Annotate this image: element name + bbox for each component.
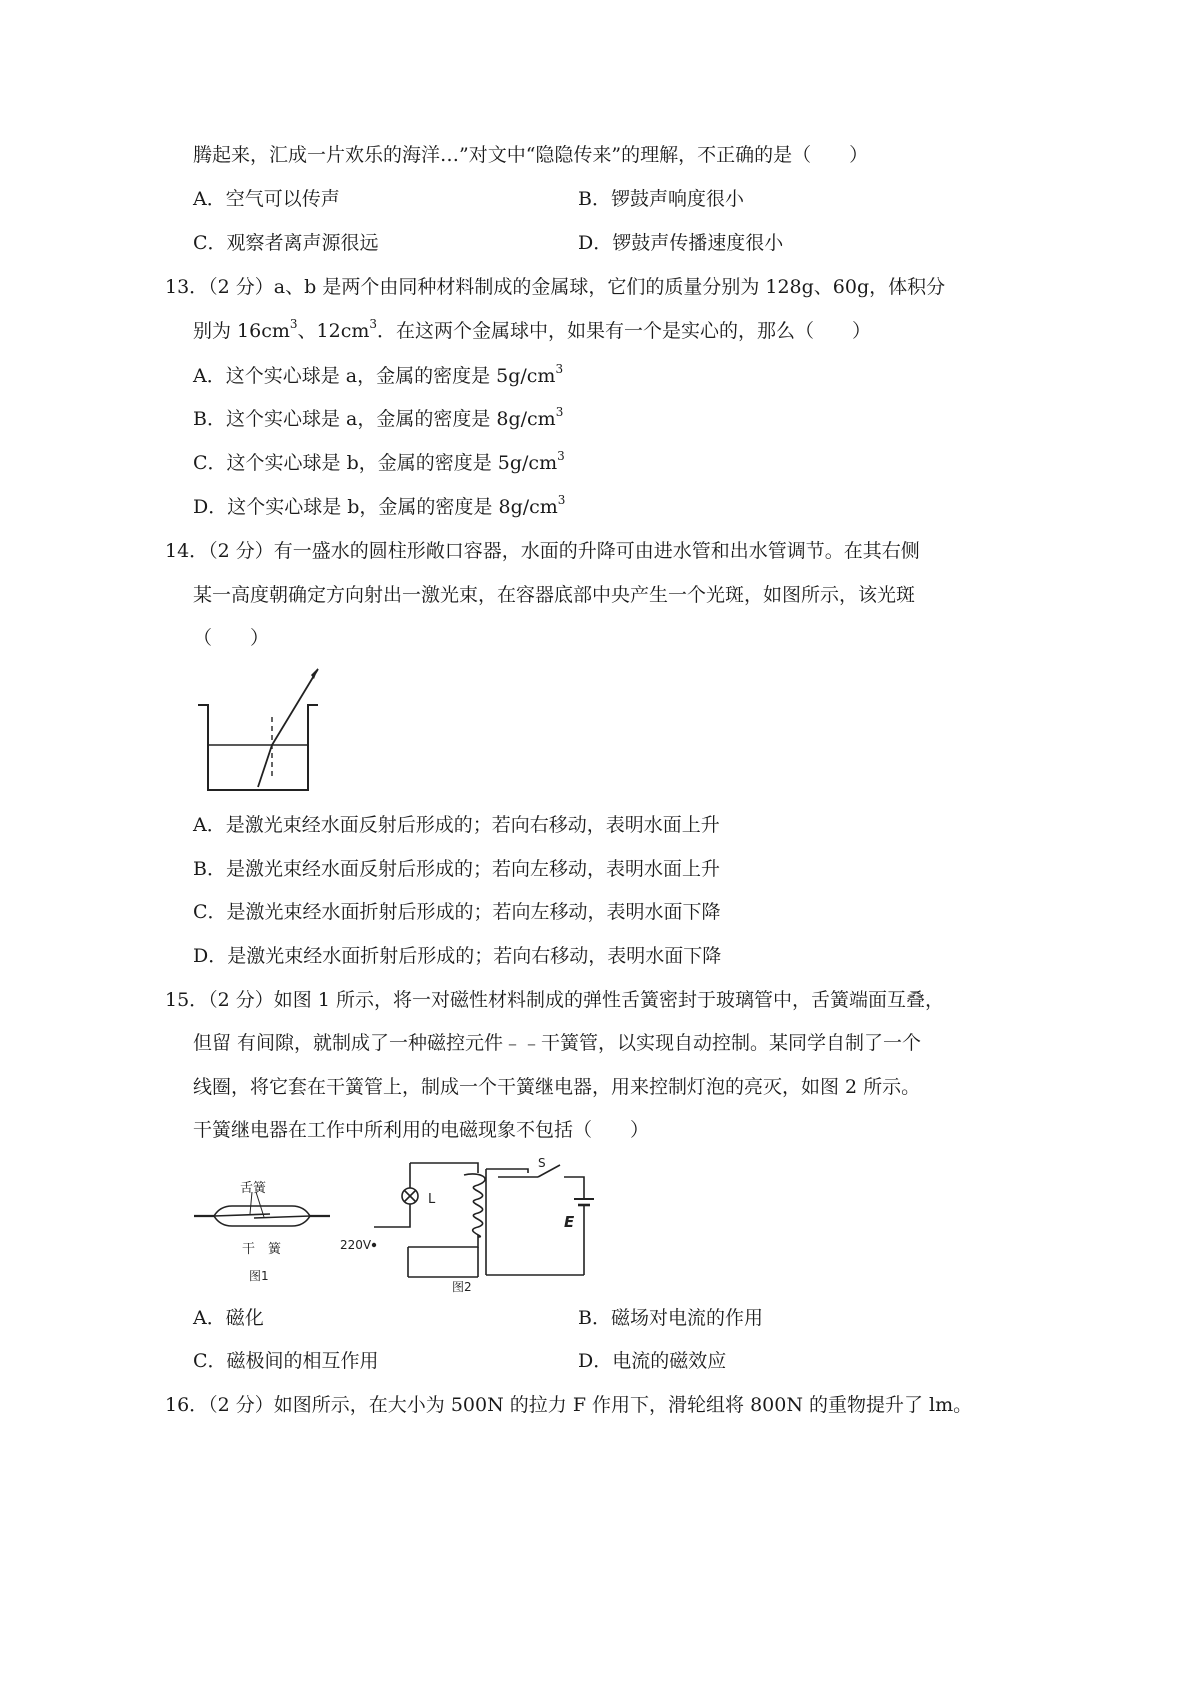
q15-stem-line-2: 但留 有间隙，就制成了一种磁控元件﹣﹣干簧管，以实现自动控制。某同学自制了一个 — [193, 1032, 922, 1054]
q15-option-a: A．磁化 — [193, 1307, 264, 1329]
q15-option-d: D．电流的磁效应 — [578, 1350, 727, 1372]
q15-stem-line-4: 干簧继电器在工作中所利用的电磁现象不包括（ ） — [193, 1119, 650, 1141]
q15-fig1-label-reed: 舌簧 — [240, 1181, 267, 1196]
q13-stem-line-1: 13．（2 分）a、b 是两个由同种材料制成的金属球，它们的质量分别为 128g、60g，体积分 — [165, 276, 946, 298]
q16-stem-line-1: 16．（2 分）如图所示，在大小为 500N 的拉力 F 作用下，滑轮组将 800N 的重物提升了 lm。 — [165, 1394, 973, 1416]
q15-fig1-label-dry: 干 簧 — [242, 1242, 282, 1257]
q12-option-a: A．空气可以传声 — [193, 188, 340, 210]
q13-option-c-text: C．这个实心球是 b，金属的密度是 5g/cm — [193, 452, 558, 474]
q13-option-a-text: A．这个实心球是 a，金属的密度是 5g/cm — [193, 365, 556, 387]
q13-option-b-text: B．这个实心球是 a，金属的密度是 8g/cm — [193, 408, 556, 430]
q13-volume-a-exponent: 3 — [289, 317, 298, 331]
q13-option-d-exponent: 3 — [557, 493, 566, 507]
q14-stem-line-1: 14．（2 分）有一盛水的圆柱形敞口容器，水面的升降可由进水管和出水管调节。在其右侧 — [165, 540, 920, 562]
q15-fig2-caption: 图2 — [452, 1280, 472, 1294]
q14-stem-line-2: 某一高度朝确定方向射出一激光束，在容器底部中央产生一个光斑，如图所示，该光斑 — [193, 584, 916, 606]
q14-option-c: C．是激光束经水面折射后形成的；若向左移动，表明水面下降 — [193, 901, 721, 923]
q13-volume-b: 、12cm — [297, 320, 370, 342]
q15-stem-line-1: 15．（2 分）如图 1 所示，将一对磁性材料制成的弹性舌簧密封于玻璃管中，舌簧端面互叠， — [165, 989, 944, 1011]
q12-option-b: B．锣鼓声响度很小 — [578, 188, 744, 210]
q15-option-c: C．磁极间的相互作用 — [193, 1350, 379, 1372]
q14-option-b: B．是激光束经水面反射后形成的；若向左移动，表明水面上升 — [193, 858, 720, 880]
q12-option-c: C．观察者离声源很远 — [193, 232, 379, 254]
q12-option-d: D．锣鼓声传播速度很小 — [578, 232, 784, 254]
q13-option-b — [193, 406, 563, 432]
q13-option-b-exponent: 3 — [555, 405, 564, 419]
q15-figure-1-reed-switch — [192, 1170, 332, 1290]
q13-stem-line-2 — [193, 318, 871, 344]
q15-stem-line-3: 线圈，将它套在干簧管上，制成一个干簧继电器，用来控制灯泡的亮灭，如图 2 所示。 — [193, 1076, 921, 1098]
q13-stem-rest: ．在这两个金属球中，如果有一个是实心的，那么（ ） — [377, 320, 872, 342]
q15-fig2-lamp-label: L — [428, 1192, 436, 1207]
q15-fig2-voltage-label: 220V — [340, 1238, 372, 1252]
q13-option-d-text: D．这个实心球是 b，金属的密度是 8g/cm — [193, 496, 558, 518]
q13-volume-a: 别为 16cm — [193, 320, 290, 342]
q15-fig2-battery-label: E — [564, 1213, 575, 1231]
q13-option-d — [193, 494, 565, 520]
q14-stem-line-3: （ ） — [193, 627, 270, 649]
q13-option-a-exponent: 3 — [555, 362, 564, 376]
q15-option-b: B．磁场对电流的作用 — [578, 1307, 763, 1329]
q13-option-c-exponent: 3 — [557, 449, 565, 463]
q13-volume-b-exponent: 3 — [369, 317, 377, 331]
q15-fig1-caption: 图1 — [249, 1269, 269, 1283]
q14-option-a: A．是激光束经水面反射后形成的；若向右移动，表明水面上升 — [193, 814, 720, 836]
q14-option-d: D．是激光束经水面折射后形成的；若向右移动，表明水面下降 — [193, 945, 722, 967]
q14-container-diagram — [190, 665, 330, 795]
q13-option-c — [193, 450, 565, 476]
q12-stem-line: 腾起来，汇成一片欢乐的海洋…”对文中“隐隐传来”的理解，不正确的是（ ） — [193, 144, 869, 166]
q13-option-a — [193, 363, 563, 389]
q15-figure-2-relay-circuit — [338, 1155, 618, 1295]
q15-fig2-switch-label: S — [538, 1156, 546, 1170]
